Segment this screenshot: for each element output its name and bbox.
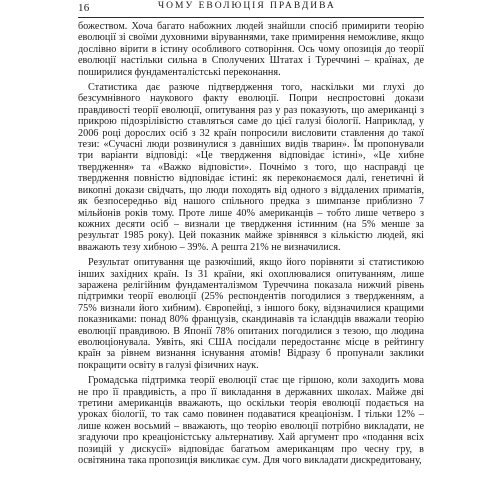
header-rule	[78, 17, 424, 18]
page-header	[0, 0, 500, 18]
page-number: 16	[78, 2, 90, 14]
paragraph-1: божеством. Хоча багато набожних людей знайшли спосіб примирити теорію еволюції зі своїми духовними віруваннями, таке примирення неможливе, якщо дослівно вірити в істину особливого сотворіння. Ось чому опозиція до теорії еволюції настільки сильна в Сполучених Штатах і Туреччині – країнах, де поширилися фундаменталістські переконання.	[78, 21, 424, 78]
paragraph-2: Статистика дає разюче підтвердження того, наскільки ми глухі до безсумнівного наукового факту еволюції. Попри неспростовні докази правдивості теорії еволюції, опитування раз у раз показують, що американці з прикрою підозрілівістю ставляться саме до цієї галузі біології. Наприклад, у 2006 році дорослих осіб з 32 країн попросили висловити ставлення до такої тези: «Сучасні люди розвинулися з давніших видів тварин». Їм пропонували три варіанти відповіді: «Це твердження відповідає істині», «Це хибне твердження» та «Важко відповісти». Почнімо з того, що насправді це твердження повністю відповідає істині: як переконаємося далі, генетичні й викопні докази свідчать, що люди походять від одного з віддалених приматів, як безпосередньо від нашого спільного предка з шимпанзе приблизно 7 мільйонів років тому. Проте лише 40% американців – тобто лише четверо з кожних десяти осіб – визнали це твердження істинним (на 5% менше за результат 1985 року). Цей показник майже зрівнявся з кількістю людей, які вважають тезу хибною – 39%. А решта 21% не визначилися.	[78, 82, 424, 253]
paragraph-3: Результат опитування ще разючіший, якщо його порівняти зі статистикою інших західних країн. Із 31 країни, які охоплювалися опитуванням, лише заражена релігійним фундаменталізмом Туреччина показала нижчий рівень підтримки теорії еволюції (25% респондентів погодилися з твердженням, а 75% визнали його хибним). Європейці, з іншого боку, відзначилися кращими показниками: понад 80% французів, скандинавів та ісландців вважали теорію еволюції правдивою. В Японії 78% опитаних погодилися з тезою, що людина еволюціонувала. Уявіть, які США посідали передостаннє місце в рейтингу країн за рівнем визнання існування атомів! Відразу б пропунали заклики покращити освіту в галузі фізичних наук.	[78, 257, 424, 371]
running-head: ЧОМУ ЕВОЛЮЦІЯ ПРАВДИВА	[158, 1, 336, 11]
body-text	[78, 21, 424, 470]
paragraph-4: Громадська підтримка теорії еволюції стає ще гіршою, коли заходить мова не про її правдивість, а про її викладання в державних школах. Майже дві третини американців вважають, що оскільки теорія еволюції подається на уроках біології, то так само повинен подаватися креаціонізм. І тільки 12% – лише кожен восьмий – вважають, що теорію еволюції потрібно викладати, не згадуючи про креаціоністську альтернативу. Хай аргумент про «подання всіх позицій у дискусії» відповідає багатьом американцям про чесну гру, в освітянина така пропозиція викликає сум. Для чого викладати дискредитовану,	[78, 375, 424, 467]
